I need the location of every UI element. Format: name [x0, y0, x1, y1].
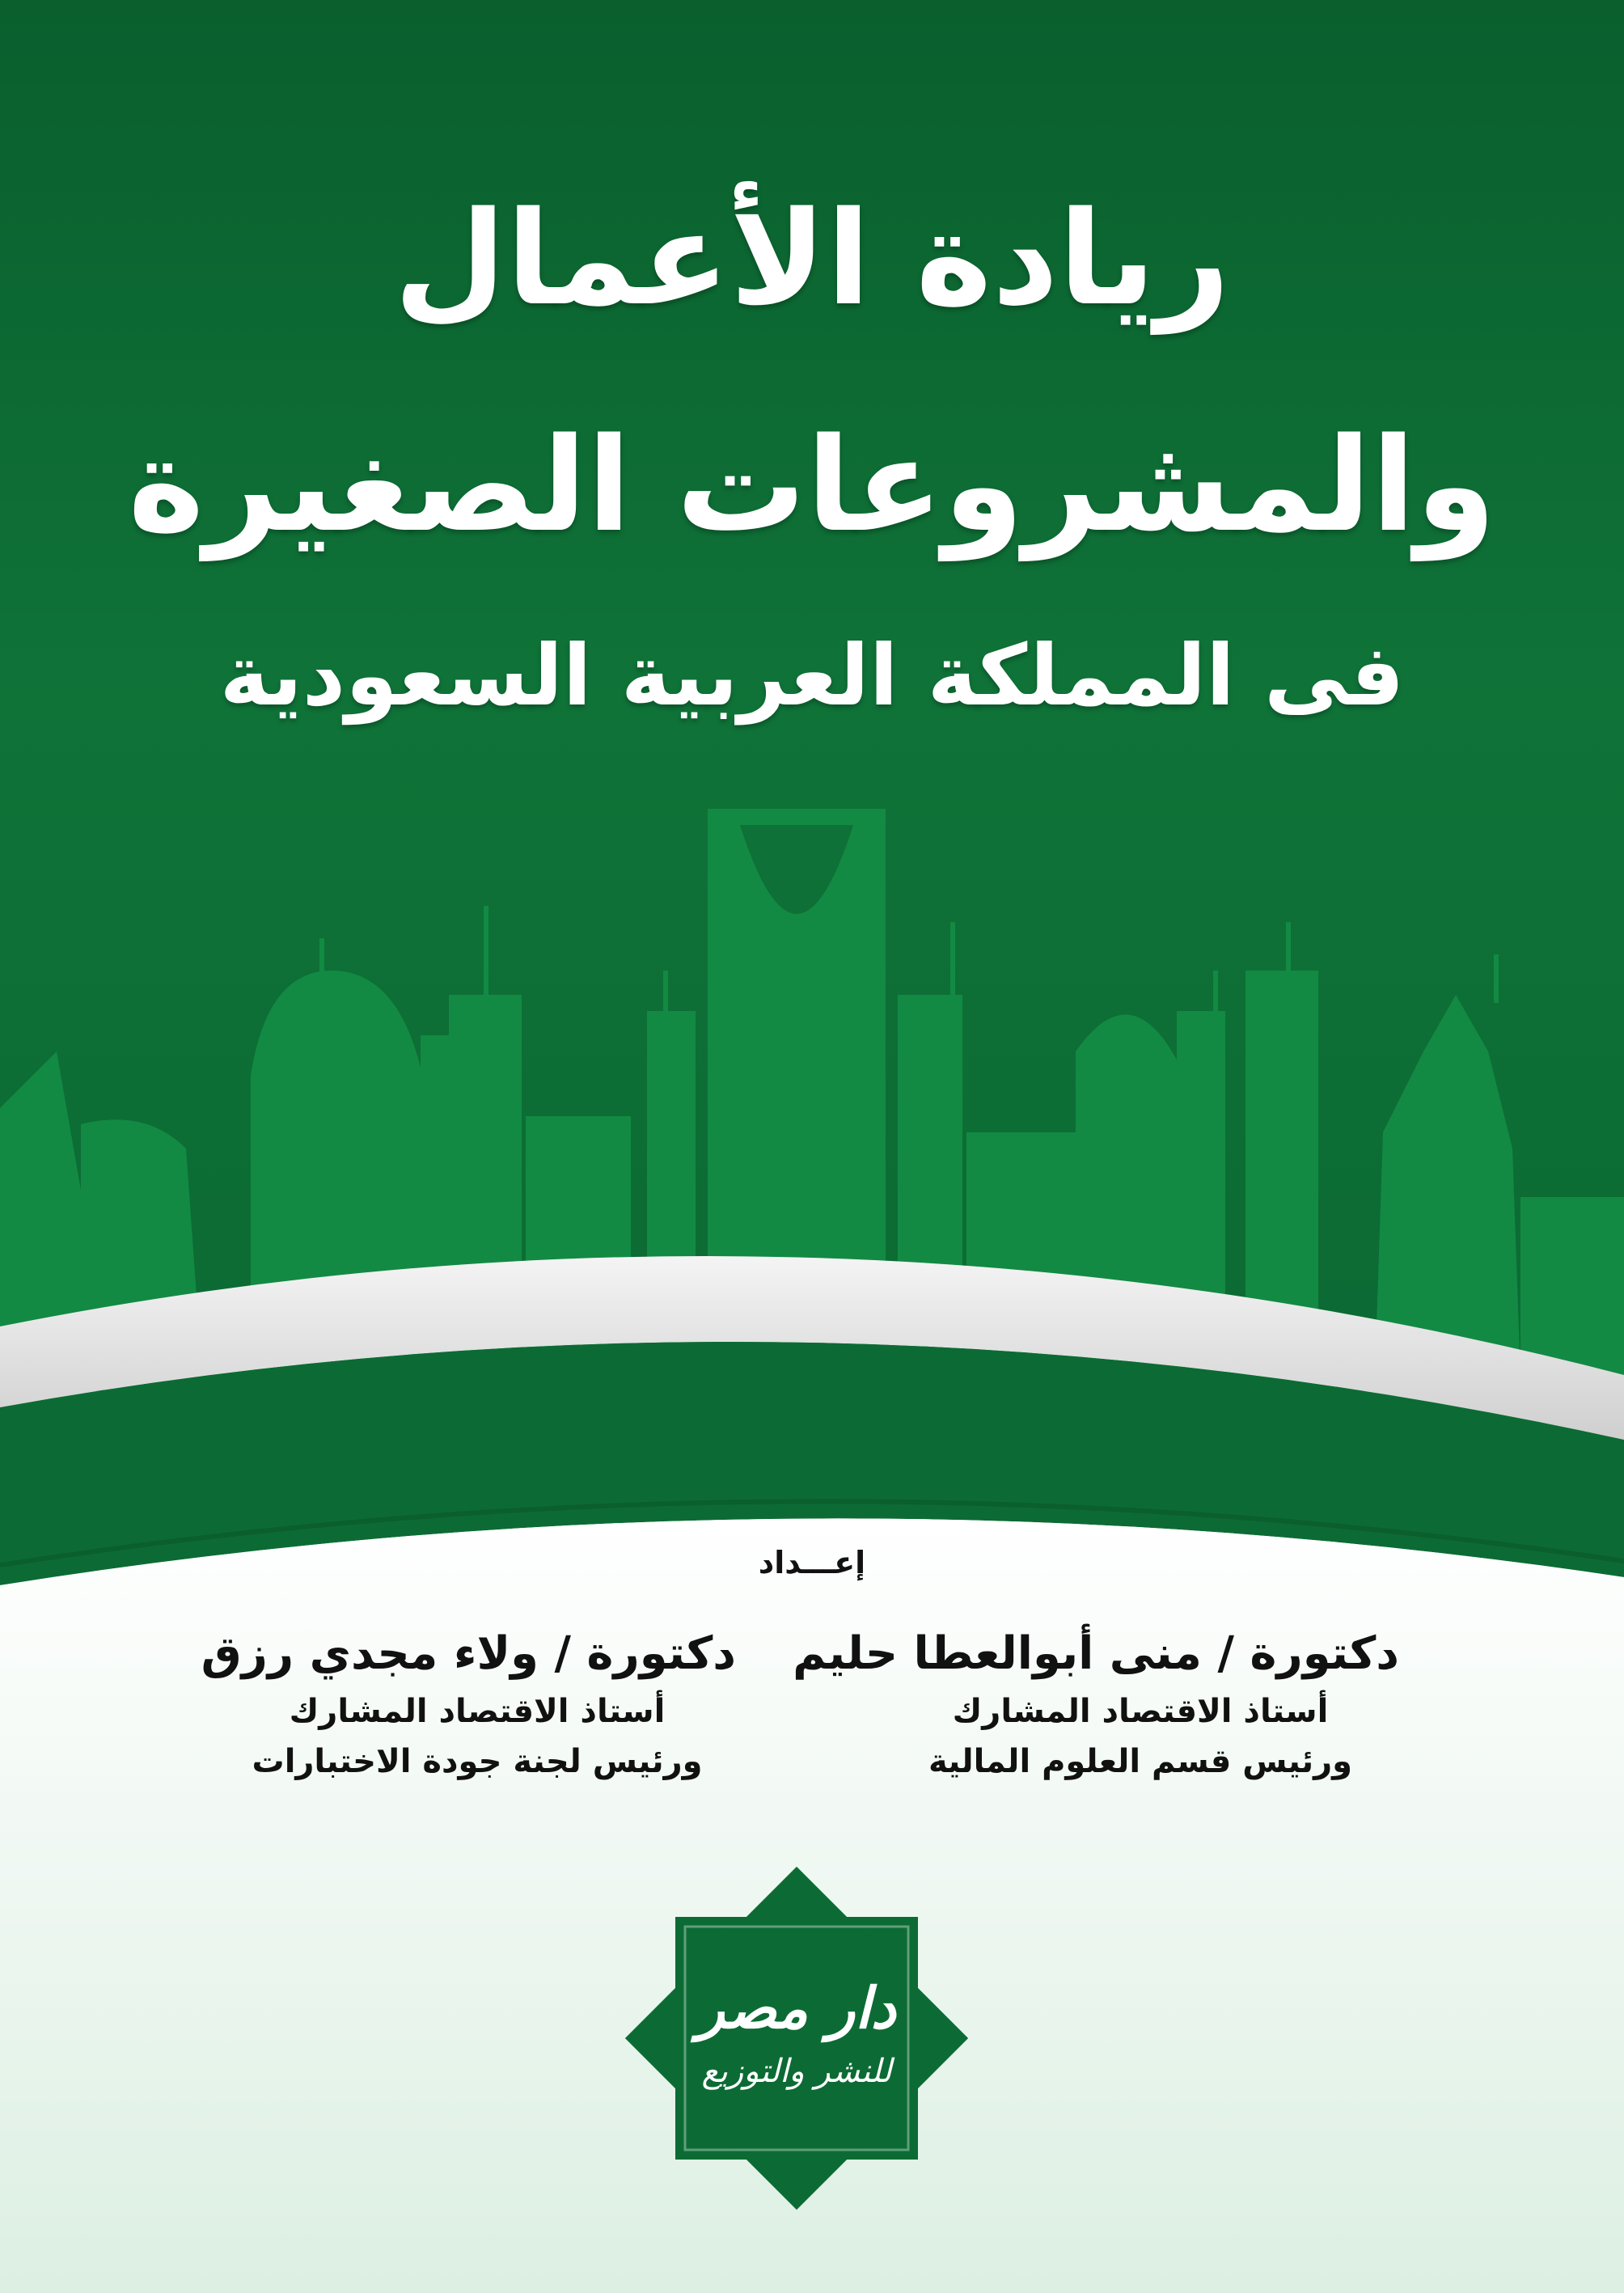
publisher-tagline: للنشر والتوزيع — [701, 2053, 892, 2090]
author-1-role-1: أستاذ الاقتصاد المشارك — [952, 1693, 1329, 1730]
author-2-role-1: أستاذ الاقتصاد المشارك — [289, 1693, 666, 1730]
book-subtitle: فى المملكة العربية السعودية — [219, 626, 1405, 725]
author-2-name: دكتورة / ولاء مجدي رزق — [201, 1627, 736, 1680]
book-title-line-1: ريادة الأعمال — [394, 183, 1230, 334]
publisher-name: دار مصر — [697, 1974, 896, 2041]
author-1 — [793, 1622, 1399, 1787]
author-2 — [201, 1622, 736, 1787]
prepared-by-label: إعـــداد — [758, 1545, 866, 1580]
book-title-line-2: والمشروعات الصغيرة — [128, 409, 1496, 561]
author-1-role-2: ورئيس قسم العلوم المالية — [928, 1743, 1353, 1780]
author-1-name: دكتورة / منى أبوالعطا حليم — [793, 1627, 1399, 1680]
author-2-role-2: ورئيس لجنة جودة الاختبارات — [252, 1743, 703, 1780]
publisher-logo — [623, 1864, 971, 2212]
